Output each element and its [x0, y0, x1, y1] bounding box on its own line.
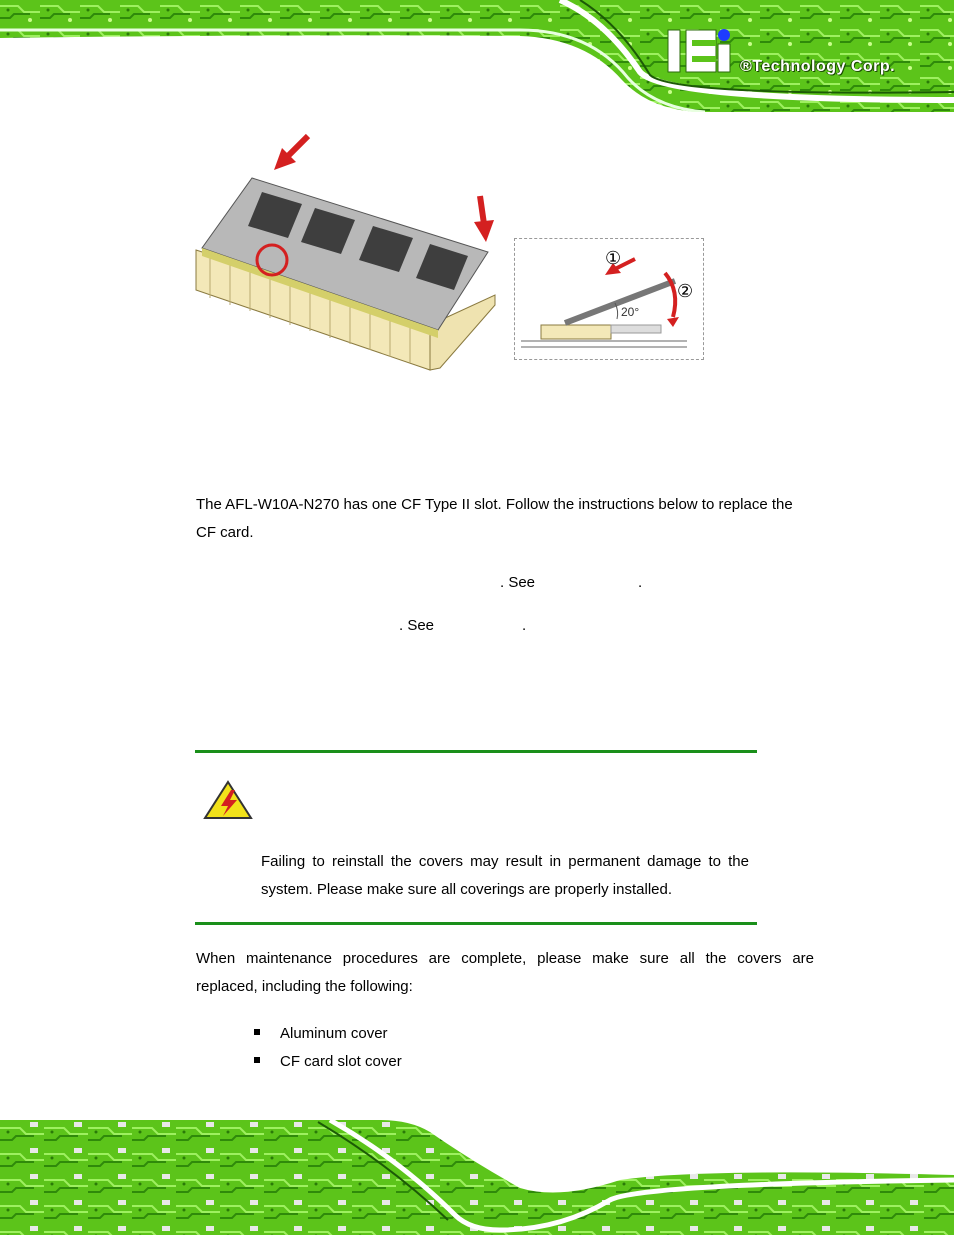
- step-b-see-text: . See: [399, 617, 435, 634]
- footer-banner: [0, 1120, 954, 1235]
- list-item: CF card slot cover: [280, 1053, 402, 1070]
- step-b-end-text: .: [522, 617, 527, 634]
- warning-line-2: system. Please make sure all coverings are properly installed.: [261, 881, 673, 898]
- maintenance-line-2: replaced, including the following:: [196, 978, 413, 995]
- maintenance-line-1: When maintenance procedures are complete, please make sure all the covers are: [196, 950, 814, 967]
- bullet-marker: [254, 1029, 260, 1035]
- warning-text: [261, 848, 749, 904]
- brand-text: ®Technology Corp.: [740, 58, 896, 75]
- insertion-angle-inset: [514, 238, 704, 360]
- cf-intro-line-1: The AFL-W10A-N270 has one CF Type II slot. Follow the instructions below to replace the: [196, 496, 793, 513]
- warning-line-1: Failing to reinstall the covers may result in permanent damage to the: [261, 853, 749, 870]
- list-item: Aluminum cover: [280, 1025, 388, 1042]
- pcb-header-graphic: [0, 0, 954, 112]
- pcb-footer-graphic: [0, 1120, 954, 1235]
- step-1-marker: ①: [605, 248, 622, 268]
- header-banner: [0, 0, 954, 112]
- angle-label: 20°: [621, 305, 640, 319]
- bullet-marker: [254, 1057, 260, 1063]
- cf-intro-line-2: CF card.: [196, 524, 254, 541]
- warning-bottom-rule: [195, 922, 757, 925]
- step-a-see-text: . See: [500, 574, 536, 591]
- maintenance-paragraph: [196, 945, 814, 1001]
- sodimm-illustration: [190, 130, 510, 375]
- cf-intro-paragraph: [196, 491, 816, 547]
- warning-top-rule: [195, 750, 757, 753]
- step-2-marker: ②: [677, 281, 694, 301]
- step-a-end-text: .: [638, 574, 643, 591]
- warning-icon: [203, 780, 253, 820]
